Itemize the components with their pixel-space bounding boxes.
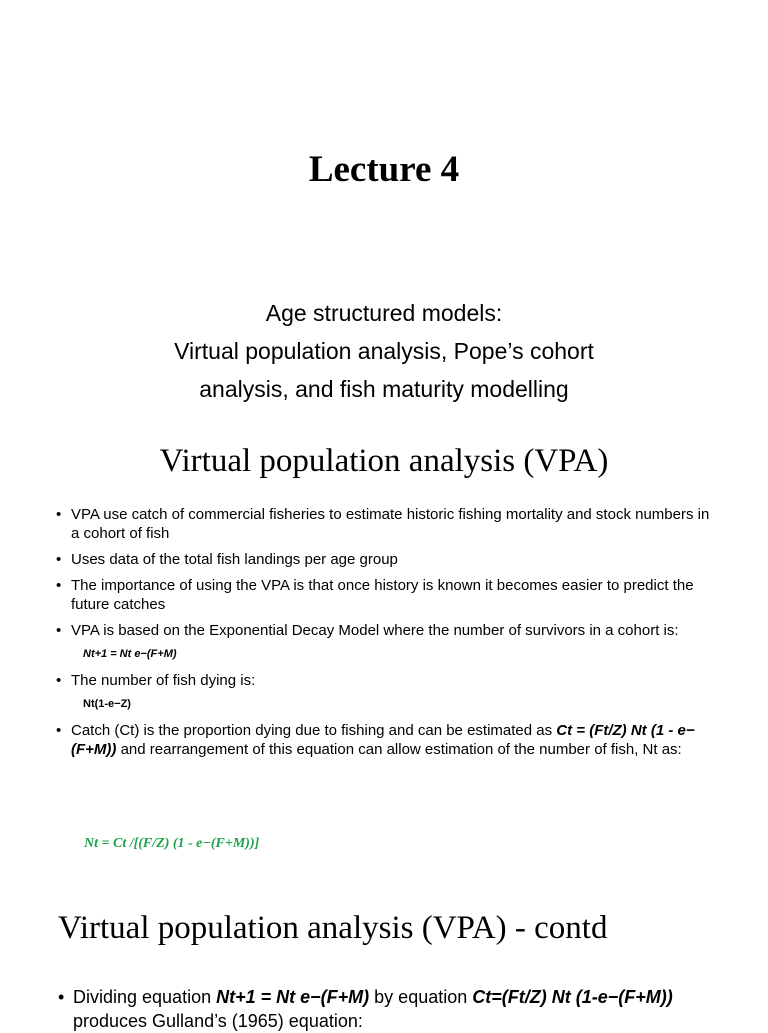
vpa-bullet-6-tail: and rearrangement of this equation can allow estimation of the number of fish, Nt as:	[120, 741, 682, 758]
contd-equation-2: Ct=(Ft/Z) Nt (1-e−(F+M))	[472, 987, 673, 1007]
vpa-contd-title: Virtual population analysis (VPA) - contd	[58, 910, 608, 946]
catch-equation: Ct = (Ft/Z) Nt (1 - e−(F+M))	[71, 722, 695, 758]
vpa-bullet-2-text: Uses data of the total fish landings per age group	[71, 551, 398, 568]
vpa-bullet-list	[56, 505, 716, 766]
vpa-section-title: Virtual population analysis (VPA)	[159, 443, 609, 479]
vpa-bullet-3	[56, 576, 716, 614]
subtitle-line-3: analysis, and fish maturity modelling	[199, 376, 569, 402]
vpa-bullet-6	[56, 721, 716, 759]
vpa-bullet-1	[56, 505, 716, 543]
survivors-equation: Nt+1 = Nt e−(F+M)	[83, 648, 177, 660]
vpa-bullet-1-text: VPA use catch of commercial fisheries to estimate historic fishing mortality and stock numbers in a cohort of fish	[71, 506, 710, 542]
vpa-bullet-5-text: The number of fish dying is:	[71, 672, 256, 689]
subtitle-line-1: Age structured models:	[265, 300, 503, 326]
contd-bullet-start: Dividing equation	[73, 987, 212, 1007]
lecture-title: Lecture 4	[308, 149, 460, 190]
vpa-bullet-4	[56, 621, 716, 664]
vpa-bullet-6-text: Catch (Ct) is the proportion dying due to fishing and can be estimated as	[71, 722, 553, 739]
contd-bullet-list	[58, 985, 738, 1033]
contd-bullet-mid: by equation	[374, 987, 468, 1007]
stock-number-equation: Nt = Ct /[(F/Z) (1 - e−(F+M))]	[84, 836, 260, 851]
vpa-bullet-5	[56, 671, 716, 714]
subtitle	[0, 294, 768, 408]
contd-bullet-end: produces Gulland’s (1965) equation:	[73, 1011, 363, 1031]
subtitle-line-2: Virtual population analysis, Pope’s cohort	[174, 338, 594, 364]
vpa-bullet-2	[56, 550, 716, 569]
dying-equation: Nt(1-e−Z)	[83, 698, 131, 710]
vpa-bullet-4-text: VPA is based on the Exponential Decay Model where the number of survivors in a cohort is:	[71, 622, 679, 639]
vpa-bullet-3-text: The importance of using the VPA is that once history is known it becomes easier to predict the future catches	[71, 577, 694, 613]
contd-equation-1: Nt+1 = Nt e−(F+M)	[216, 987, 370, 1007]
contd-bullet-1	[58, 985, 738, 1033]
